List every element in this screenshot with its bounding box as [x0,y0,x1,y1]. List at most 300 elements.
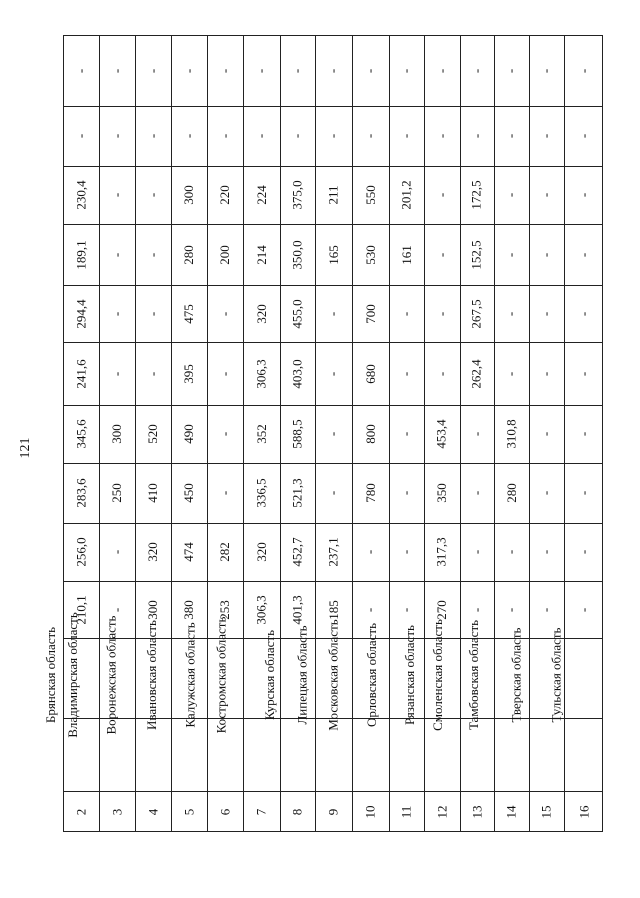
value-cell-text: 453,4 [434,419,449,449]
value-cell-text: 475 [181,303,196,324]
value-cell [564,523,604,581]
value-cell [135,224,171,285]
value-cell-text: - [576,607,591,612]
page-number: 121 [18,437,33,459]
value-cell-text: 520 [145,424,160,444]
value-cell [352,405,389,463]
region-name-cell-text: Калужская область [182,622,198,728]
value-cell-text: - [576,549,591,555]
value-cell [99,36,135,106]
value-cell-text: - [145,371,160,376]
value-cell-text: - [434,192,449,198]
value-cell [207,285,243,342]
row-number-cell-text: 16 [576,805,591,819]
row-number-cell [529,791,564,833]
value-cell [352,463,389,523]
value-cell-text: 300 [181,185,196,205]
value-cell [207,166,243,224]
value-cell [460,224,494,285]
value-cell-text: 300 [145,599,160,620]
value-cell-text: 410 [145,483,160,503]
value-cell [99,285,135,342]
region-name-cell-text: Курская область [261,629,277,721]
value-cell-text: 210,1 [73,594,89,625]
value-cell-text: - [217,371,232,376]
value-cell-text: 455,0 [289,298,305,329]
value-cell-text: - [469,607,484,612]
value-cell [389,463,424,523]
value-cell [315,285,352,342]
value-cell-text: 280 [181,244,196,265]
row-number-cell [389,791,424,833]
value-cell [529,36,564,106]
value-cell-text: - [576,311,591,316]
value-cell-text: 152,5 [469,239,484,270]
value-cell-text: - [398,490,414,496]
value-cell-text: - [434,252,449,257]
value-cell [424,36,460,106]
value-cell-text: 550 [362,185,378,205]
value-cell [207,405,243,463]
value-cell [171,224,207,285]
value-cell [243,523,280,581]
value-cell-text: 474 [181,542,196,562]
value-cell-text: - [538,311,554,316]
value-cell-text: - [325,311,341,316]
value-cell [564,224,604,285]
row-number-cell-text: 3 [109,808,124,816]
value-cell [460,463,494,523]
value-cell-text: 267,5 [469,298,484,329]
value-cell [494,106,529,166]
value-cell-text: - [109,311,124,316]
value-cell-text: - [325,68,341,74]
value-cell [171,523,207,581]
value-cell [315,405,352,463]
value-cell-text: 452,7 [289,537,305,567]
value-cell-text: - [576,371,591,376]
value-cell-text: - [576,192,591,198]
value-cell-text: - [145,252,160,257]
value-cell-text: 201,2 [398,180,414,210]
region-name-cell-text: Владимирская область [64,612,80,738]
value-cell [564,405,604,463]
row-number-cell-text: 8 [289,808,305,816]
value-cell [171,106,207,166]
value-cell [135,285,171,342]
value-cell [315,463,352,523]
value-cell-text: - [181,68,196,74]
value-cell [494,463,529,523]
value-cell-text: 375,0 [289,180,305,210]
value-cell-text: - [109,371,124,376]
value-cell-text: 200 [217,244,232,265]
value-cell [352,342,389,405]
value-cell [64,224,99,285]
region-name-cell-text: Тульская область [548,627,564,723]
value-cell-text: - [289,133,305,139]
value-cell [564,36,604,106]
value-cell [64,36,99,106]
value-cell [529,342,564,405]
value-cell [460,342,494,405]
value-cell-text: - [109,133,124,139]
value-cell [243,36,280,106]
value-cell [494,342,529,405]
value-cell-text: - [145,68,160,74]
region-name-cell-text: Орловская область [363,622,379,728]
value-cell-text: 220 [217,185,232,205]
row-number-cell [135,791,171,833]
value-cell-text: - [538,490,554,496]
region-name-cell-text: Костромская область [213,616,229,734]
row-number-cell-text: 12 [434,805,449,819]
row-number-cell-text: 2 [73,808,89,816]
value-cell [135,405,171,463]
value-cell-text: 230,4 [73,180,89,210]
row-number-cell-text: 10 [362,805,378,819]
value-cell [389,405,424,463]
value-cell [64,285,99,342]
value-cell [315,166,352,224]
value-cell-text: - [398,431,414,437]
value-cell-text: - [217,133,232,139]
value-cell-text: 250 [109,483,124,503]
value-cell [564,342,604,405]
value-cell-text: - [434,133,449,139]
value-cell-text: - [576,431,591,437]
value-cell-text: 300 [109,424,124,444]
value-cell [352,285,389,342]
value-cell-text: 350,0 [289,239,305,270]
row-number-cell [494,791,529,833]
value-cell-text: - [503,549,519,555]
value-cell [171,463,207,523]
value-cell-text: - [217,68,232,74]
value-cell [280,405,315,463]
region-name-cell-text: Брянская область [42,626,58,724]
value-cell [529,166,564,224]
value-cell [207,224,243,285]
value-cell-text: - [538,192,554,198]
value-cell-text: - [289,68,305,74]
value-cell-text: 352 [253,424,269,444]
value-cell [64,106,99,166]
value-cell-text: 256,0 [73,537,89,567]
row-number-cell-text: 5 [181,808,196,816]
value-cell-text: 317,3 [434,537,449,567]
region-name-cell-text: Московская область [325,619,341,731]
value-cell [280,224,315,285]
value-cell [424,166,460,224]
value-cell [171,342,207,405]
region-name-cell-text: Ивановская область [144,620,160,730]
value-cell-text: - [362,549,378,555]
value-cell [280,166,315,224]
value-cell [280,523,315,581]
value-cell-text: - [109,549,124,555]
value-cell [389,224,424,285]
value-cell [529,405,564,463]
value-cell-text: - [576,68,591,74]
value-cell-text: 306,3 [253,594,269,625]
value-cell-text: 350 [434,483,449,503]
value-cell [529,523,564,581]
value-cell-text: - [217,311,232,316]
value-cell-text: - [362,607,378,612]
value-cell-text: - [253,68,269,74]
value-cell [389,285,424,342]
region-name-cell-text: Тверская область [508,627,524,723]
value-cell-text: - [362,133,378,139]
value-cell-text: - [398,607,414,612]
value-cell [64,523,99,581]
value-cell-text: - [503,133,519,139]
value-cell [424,224,460,285]
value-cell [171,405,207,463]
row-number-cell [280,791,315,833]
value-cell-text: 345,6 [73,419,89,449]
value-cell-text: - [217,490,232,496]
value-cell-text: 450 [181,483,196,503]
value-cell [280,463,315,523]
value-cell-text: 490 [181,424,196,444]
value-cell [494,224,529,285]
value-cell-text: - [325,371,341,376]
value-cell [494,166,529,224]
value-cell-text: - [538,549,554,555]
value-cell [135,342,171,405]
row-number-cell [352,791,389,833]
row-number-cell-text: 9 [325,808,341,816]
value-cell-text: 270 [434,599,449,620]
value-cell [280,106,315,166]
value-cell-text: - [434,371,449,376]
value-cell [243,166,280,224]
value-cell-text: - [576,490,591,496]
row-number-cell-text: 7 [253,808,269,816]
value-cell [389,106,424,166]
value-cell-text: - [398,133,414,139]
row-number-cell-text: 4 [145,808,160,816]
value-cell [135,36,171,106]
value-cell [280,285,315,342]
value-cell [352,166,389,224]
value-cell-text: 189,1 [73,239,89,270]
value-cell-text: - [469,133,484,139]
value-cell [494,285,529,342]
value-cell [564,106,604,166]
value-cell-text: 700 [362,303,378,324]
data-table [42,35,603,832]
value-cell-text: 588,5 [289,419,305,449]
value-cell [529,285,564,342]
value-cell [64,166,99,224]
value-cell [424,405,460,463]
value-cell [99,405,135,463]
value-cell [135,463,171,523]
value-cell-text: 521,3 [289,478,305,508]
value-cell-text: 280 [503,483,519,503]
value-cell [243,106,280,166]
row-number-cell-text: 15 [538,805,554,819]
value-cell-text: - [398,549,414,555]
value-cell-text: 320 [253,303,269,324]
value-cell [352,224,389,285]
value-cell [460,166,494,224]
value-cell-text: 237,1 [325,537,341,567]
row-number-cell [424,791,460,833]
value-cell-text: - [398,311,414,316]
value-cell-text: 185 [325,599,341,620]
value-cell-text: 401,3 [289,594,305,625]
value-cell-text: - [434,68,449,74]
value-cell-text: 282 [217,542,232,562]
value-cell [529,224,564,285]
value-cell-text: 165 [325,244,341,265]
value-cell [389,523,424,581]
row-number-cell [315,791,352,833]
value-cell [424,106,460,166]
value-cell-text: - [398,371,414,376]
value-cell-text: - [434,311,449,316]
value-cell [460,106,494,166]
value-cell [460,405,494,463]
value-cell [243,224,280,285]
value-cell-text: 320 [253,542,269,562]
row-number-cell [243,791,280,833]
value-cell-text: - [503,371,519,376]
value-cell-text: - [538,68,554,74]
value-cell-text: 211 [325,185,341,205]
value-cell [315,36,352,106]
value-cell [564,581,604,638]
value-cell-text: - [469,549,484,555]
value-cell [171,166,207,224]
value-cell [171,36,207,106]
value-cell [352,106,389,166]
value-cell-text: - [503,68,519,74]
value-cell-text: - [538,252,554,257]
value-cell [207,463,243,523]
value-cell-text: - [73,68,89,74]
value-cell [135,523,171,581]
value-cell-text: - [503,192,519,198]
value-cell [352,523,389,581]
value-cell [494,523,529,581]
value-cell [424,342,460,405]
value-cell-text: 320 [145,542,160,562]
row-number-cell [207,791,243,833]
value-cell [135,166,171,224]
value-cell [424,463,460,523]
value-cell-text: - [503,607,519,612]
value-cell-text: 241,6 [73,358,89,389]
row-number-cell [171,791,207,833]
value-cell [207,342,243,405]
value-cell-text: - [145,192,160,198]
value-cell [460,285,494,342]
value-cell-text: - [503,311,519,316]
value-cell [207,106,243,166]
value-cell [99,523,135,581]
value-cell [389,36,424,106]
value-cell-text: 403,0 [289,358,305,389]
value-cell [564,285,604,342]
value-cell-text: 800 [362,424,378,444]
value-cell [494,405,529,463]
value-cell-text: 530 [362,244,378,265]
value-cell [529,463,564,523]
value-cell [99,166,135,224]
value-cell-text: - [145,133,160,139]
value-cell [315,224,352,285]
value-cell [207,36,243,106]
value-cell-text: 780 [362,483,378,503]
value-cell [243,342,280,405]
value-cell [207,523,243,581]
value-cell [352,36,389,106]
value-cell [460,36,494,106]
value-cell [99,106,135,166]
value-cell-text: - [538,133,554,139]
value-cell [494,36,529,106]
value-cell-text: 253 [217,599,232,620]
row-number-cell [564,791,604,833]
value-cell [243,463,280,523]
value-cell-text: 395 [181,363,196,384]
row-number-cell [99,791,135,833]
value-cell [243,285,280,342]
value-cell-text: - [253,133,269,139]
value-cell-text: - [325,431,341,437]
row-number-cell-text: 6 [217,808,232,816]
value-cell-text: 336,5 [253,478,269,508]
row-number-cell [64,791,99,833]
value-cell [424,285,460,342]
value-cell [243,405,280,463]
value-cell [315,523,352,581]
value-cell [99,342,135,405]
value-cell-text: 262,4 [469,358,484,389]
row-number-cell-text: 13 [469,805,484,819]
value-cell-text: - [576,133,591,139]
value-cell [280,342,315,405]
value-cell-text: - [109,192,124,198]
value-cell [99,463,135,523]
value-cell [389,342,424,405]
value-cell-text: - [469,431,484,437]
value-cell-text: 161 [398,244,414,265]
value-cell [389,166,424,224]
value-cell-text: 283,6 [73,478,89,508]
value-cell-text: - [217,431,232,437]
value-cell-text: - [469,490,484,496]
value-cell [460,523,494,581]
value-cell-text: - [109,68,124,74]
value-cell [99,224,135,285]
value-cell-text: 172,5 [469,180,484,210]
value-cell-text: 380 [181,599,196,620]
value-cell-text: 306,3 [253,358,269,389]
region-name-cell-text: Рязанская область [402,625,418,725]
value-cell-text: 310,8 [503,419,519,449]
value-cell-text: - [362,68,378,74]
value-cell-text: - [109,252,124,257]
value-cell-text: - [109,607,124,612]
value-cell [564,166,604,224]
value-cell [64,463,99,523]
